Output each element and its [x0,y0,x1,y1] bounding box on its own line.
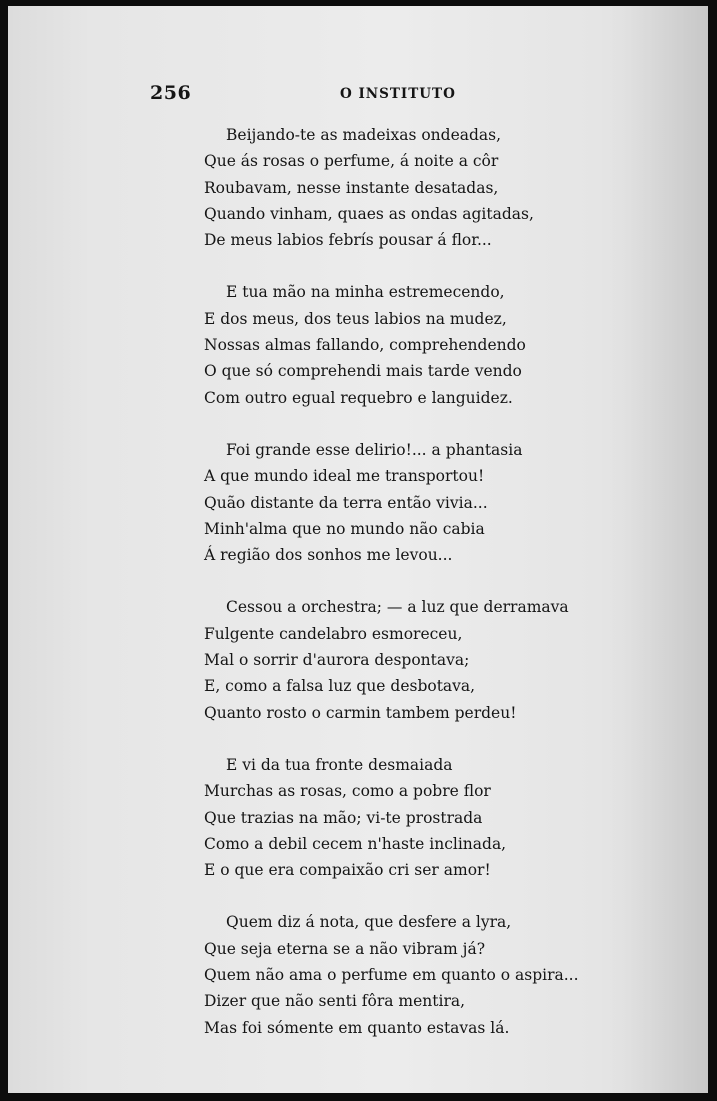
stanza [204,122,584,253]
stanza [204,594,584,725]
poem-line: Quem diz á nota, que desfere a lyra, [226,913,512,932]
poem-line: Murchas as rosas, como a pobre flor [204,782,491,801]
poem-line: O que só comprehendi mais tarde vendo [204,362,522,381]
poem-line: Roubavam, nesse instante desatadas, [204,178,499,197]
poem-line: E o que era compaixão cri ser amor! [204,861,491,880]
book-page [8,6,708,1093]
stanza [204,437,584,568]
poem [204,122,584,1067]
poem-line: Que ás rosas o perfume, á noite a côr [204,152,499,171]
poem-line: Mas foi sómente em quanto estavas lá. [204,1018,510,1037]
poem-line: Como a debil cecem n'haste inclinada, [204,834,507,853]
poem-line: Minh'alma que no mundo não cabia [204,519,485,538]
poem-line: E vi da tua fronte desmaiada [226,755,453,774]
stanza [204,752,584,883]
poem-line: E tua mão na minha estremecendo, [226,283,505,302]
poem-line: Que seja eterna se a não vibram já? [204,939,485,958]
poem-line: De meus labios febrís pousar á flor... [204,231,492,250]
page-header [150,82,470,106]
running-head: O INSTITUTO [340,86,456,102]
stanza [204,279,584,410]
poem-line: Fulgente candelabro esmoreceu, [204,624,463,643]
poem-line: Com outro egual requebro e languidez. [204,388,513,407]
poem-line: Nossas almas fallando, comprehendendo [204,336,526,355]
poem-line: Dizer que não senti fôra mentira, [204,992,466,1011]
poem-line: Cessou a orchestra; — a luz que derramava [226,598,569,617]
poem-line: Foi grande esse delirio!... a phantasia [226,440,523,459]
page-number: 256 [150,82,192,104]
poem-line: Quanto rosto o carmin tambem perdeu! [204,703,517,722]
poem-line: Quão distante da terra então vivia... [204,493,488,512]
poem-line: Quando vinham, quaes as ondas agitadas, [204,204,534,223]
poem-line: Beijando-te as madeixas ondeadas, [226,126,502,144]
poem-line: E dos meus, dos teus labios na mudez, [204,309,507,328]
poem-line: E, como a falsa luz que desbotava, [204,677,476,696]
stanza [204,909,584,1040]
poem-line: Á região dos sonhos me levou... [204,546,453,565]
poem-line: A que mundo ideal me transportou! [204,467,485,486]
poem-line: Mal o sorrir d'aurora despontava; [204,651,470,670]
poem-line: Que trazias na mão; vi-te prostrada [204,808,483,827]
poem-line: Quem não ama o perfume em quanto o aspira... [204,966,579,985]
